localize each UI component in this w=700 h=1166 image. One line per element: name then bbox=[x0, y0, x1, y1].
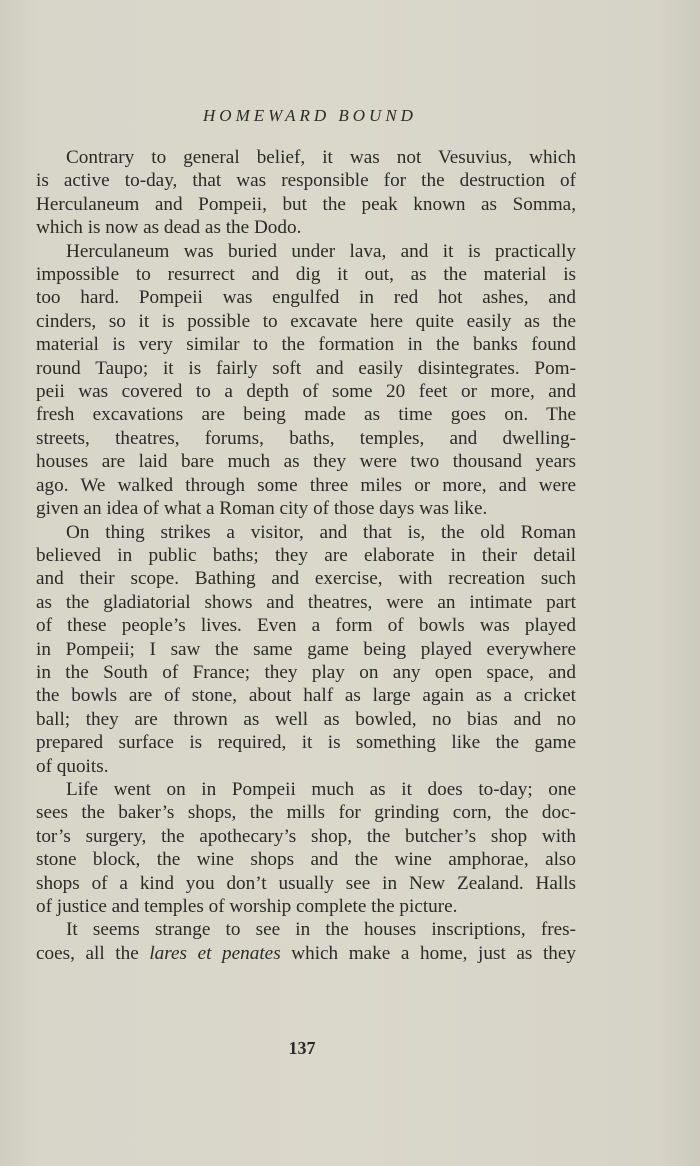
running-head: HOMEWARD BOUND bbox=[203, 106, 417, 125]
text-line: houses are laid bare much as they were two thousand years bbox=[36, 451, 576, 473]
italic-phrase: lares et penates bbox=[149, 942, 281, 964]
text-line: fresh excavations are being made as time goes on. The bbox=[36, 404, 576, 426]
text-line: material is very similar to the formation in the banks found bbox=[36, 334, 576, 356]
text-line: ball; they are thrown as well as bowled, no bias and no bbox=[36, 708, 576, 730]
text-line: ago. We walked through some three miles or more, and were bbox=[36, 474, 576, 496]
text-line: impossible to resurrect and dig it out, as the material is bbox=[36, 264, 576, 286]
text-line: peii was covered to a depth of some 20 feet or more, and bbox=[36, 381, 576, 403]
text-line: stone block, the wine shops and the wine amphorae, also bbox=[36, 849, 576, 871]
text-line: of quoits. bbox=[36, 755, 109, 777]
text-line: round Taupo; it is fairly soft and easily disintegrates. Pom- bbox=[36, 357, 576, 379]
text-line: in Pompeii; I saw the same game being played everywhere bbox=[36, 638, 576, 660]
text-line: the bowls are of stone, about half as large again as a cricket bbox=[36, 685, 576, 707]
text-line: and their scope. Bathing and exercise, with recreation such bbox=[36, 568, 576, 590]
text-line: streets, theatres, forums, baths, temples, and dwelling- bbox=[36, 427, 576, 449]
text-line: coes, all the lares et penates which make a home, just as they bbox=[36, 942, 577, 964]
page-number: 137 bbox=[288, 1038, 316, 1058]
text-line: too hard. Pompeii was engulfed in red hot ashes, and bbox=[36, 287, 576, 309]
body-text bbox=[36, 146, 576, 965]
text-line: is active to-day, that was responsible for the destruction of bbox=[36, 170, 576, 192]
text-line: of these people’s lives. Even a form of bowls was played bbox=[36, 615, 576, 637]
text-line: sees the baker’s shops, the mills for grinding corn, the doc- bbox=[36, 802, 576, 824]
text-line: as the gladiatorial shows and theatres, were an intimate part bbox=[36, 591, 576, 613]
text-line: Herculaneum and Pompeii, but the peak known as Somma, bbox=[36, 193, 576, 215]
text-line: Contrary to general belief, it was not Vesuvius, which bbox=[66, 147, 576, 168]
text-line: Herculaneum was buried under lava, and it is practically bbox=[66, 240, 576, 262]
text-line: believed in public baths; they are elaborate in their detail bbox=[36, 544, 576, 566]
text-line: shops of a kind you don’t usually see in New Zealand. Halls bbox=[36, 872, 576, 894]
text-line: given an idea of what a Roman city of those days was like. bbox=[36, 498, 488, 520]
text-line: On thing strikes a visitor, and that is, the old Roman bbox=[66, 521, 576, 543]
text-line: tor’s surgery, the apothecary’s shop, the butcher’s shop with bbox=[36, 825, 576, 847]
text-line: in the South of France; they play on any open space, and bbox=[36, 661, 576, 683]
text-line: Life went on in Pompeii much as it does to-day; one bbox=[66, 778, 576, 800]
text-line: cinders, so it is possible to excavate here quite easily as the bbox=[36, 310, 576, 332]
text-line: which is now as dead as the Dodo. bbox=[36, 217, 302, 239]
text-line: It seems strange to see in the houses inscriptions, fres- bbox=[66, 919, 576, 941]
text-line: prepared surface is required, it is something like the game bbox=[36, 732, 576, 754]
text-line: of justice and temples of worship complete the picture. bbox=[36, 896, 458, 917]
